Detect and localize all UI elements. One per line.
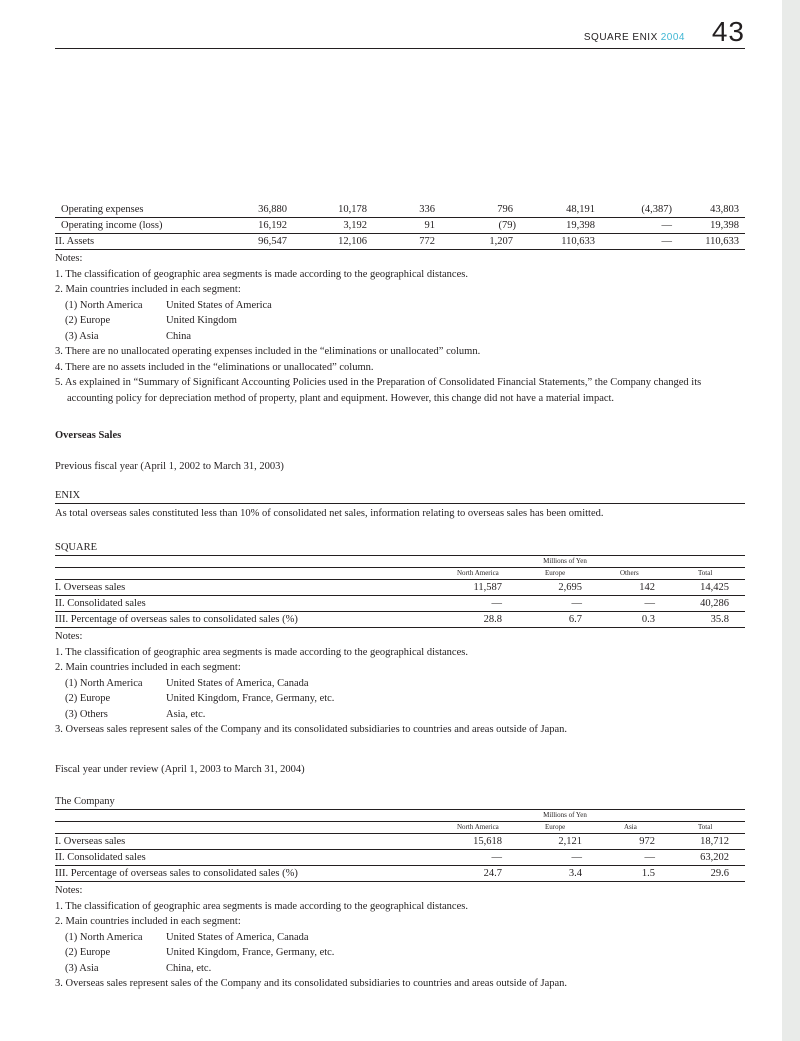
country-list: Asia, etc. [166, 708, 206, 720]
page-edge-strip [782, 0, 800, 1041]
table-row [55, 218, 745, 234]
cell: — [571, 598, 582, 609]
row-label: I. Overseas sales [55, 836, 126, 847]
country-row [55, 707, 745, 723]
country-list: United States of America, Canada [166, 931, 309, 943]
cell: 96,547 [258, 236, 287, 247]
overseas-sales-section [55, 428, 745, 521]
brand-year: 2004 [660, 32, 685, 43]
cell: 972 [639, 836, 655, 847]
cell: 15,618 [473, 836, 502, 847]
cell: 6.7 [568, 614, 582, 625]
table-row [55, 850, 745, 866]
country-list: United Kingdom [166, 315, 237, 326]
cell: 110,633 [561, 236, 595, 247]
table-row [55, 596, 745, 612]
cell: — [661, 220, 672, 231]
cell: 11,587 [473, 582, 502, 593]
cell: 1,207 [489, 236, 513, 247]
table-row [55, 834, 745, 850]
note-2: 2. Main countries included in each segment: [55, 662, 241, 673]
table-row [55, 234, 745, 250]
cell: 110,633 [705, 236, 739, 247]
column-header-row [55, 567, 745, 580]
notes-title: Notes: [55, 885, 83, 896]
column-header: Europe [545, 569, 566, 577]
column-header: Europe [545, 823, 566, 831]
segment-table [55, 202, 745, 406]
page-number: 43 [711, 16, 745, 47]
unit-row [55, 556, 745, 567]
cell: 3.4 [568, 868, 582, 879]
cell: 18,712 [700, 836, 729, 847]
cell: — [571, 852, 582, 863]
cell: 10,178 [338, 204, 367, 215]
company-table [55, 794, 745, 992]
cell: — [491, 598, 502, 609]
segment-name: (3) Others [65, 708, 108, 720]
company-label-enix: ENIX [55, 488, 745, 504]
cell: 43,803 [710, 204, 739, 215]
country-row [55, 676, 745, 692]
cell: 142 [639, 582, 655, 593]
row-label: III. Percentage of overseas sales to consolidated sales (%) [55, 614, 298, 625]
cell: 91 [424, 220, 435, 231]
unit-label: Millions of Yen [543, 557, 587, 565]
period-label: Fiscal year under review (April 1, 2003 to March 31, 2004) [55, 764, 305, 775]
cell: 2,121 [558, 836, 582, 847]
column-header: Others [620, 569, 639, 577]
segment-notes [55, 251, 745, 406]
country-row [55, 313, 745, 329]
notes-title: Notes: [55, 253, 83, 264]
square-notes [55, 629, 745, 738]
company-notes [55, 883, 745, 992]
segment-name: (3) Asia [65, 962, 99, 974]
segment-name: (2) Europe [65, 947, 111, 958]
note-3: 3. Overseas sales represent sales of the Company and its consolidated subsidiaries to countries and areas outside of Japan. [55, 724, 568, 735]
table-row [55, 202, 745, 218]
current-period [55, 762, 745, 777]
cell: 19,398 [566, 220, 595, 231]
column-header-row [55, 821, 745, 834]
cell: 35.8 [710, 614, 729, 625]
cell: 40,286 [700, 598, 729, 609]
cell: 19,398 [710, 220, 739, 231]
cell: 14,425 [700, 582, 729, 593]
section-title: Overseas Sales [55, 430, 122, 441]
segment-name: (2) Europe [65, 315, 111, 326]
cell: 796 [497, 204, 513, 215]
country-list: United States of America [166, 299, 272, 311]
country-row [55, 961, 745, 977]
page-header [55, 16, 745, 49]
column-header: Asia [624, 823, 637, 831]
row-label: III. Percentage of overseas sales to consolidated sales (%) [55, 868, 298, 879]
country-row [55, 930, 745, 946]
cell: 29.6 [710, 868, 729, 879]
notes-title: Notes: [55, 631, 83, 642]
note-2: 2. Main countries included in each segment: [55, 284, 241, 295]
country-list: China, etc. [166, 962, 212, 974]
cell: — [644, 598, 655, 609]
row-label: II. Consolidated sales [55, 852, 146, 863]
enix-note: As total overseas sales constituted less than 10% of consolidated net sales, information relating to overseas sales has been omitted. [55, 508, 604, 519]
cell: 24.7 [483, 868, 502, 879]
country-row [55, 691, 745, 707]
note-1: 1. The classification of geographic area segments is made according to the geographical distances. [55, 900, 468, 912]
note-5-continued: accounting policy for depreciation method of property, plant and equipment. However, this change did not have a material impact. [67, 392, 615, 404]
note-3: 3. There are no unallocated operating expenses included in the “eliminations or unallocated” column. [55, 346, 481, 357]
cell: 12,106 [338, 236, 367, 247]
column-header: Total [698, 823, 713, 831]
column-header: North America [457, 823, 499, 831]
cell: 772 [419, 236, 435, 247]
row-label: Operating expenses [61, 204, 144, 215]
cell: 63,202 [700, 852, 729, 863]
country-list: China [166, 330, 192, 342]
segment-name: (2) Europe [65, 693, 111, 704]
cell: — [644, 852, 655, 863]
cell: — [491, 852, 502, 863]
cell: 28.8 [483, 614, 502, 625]
cell: 2,695 [558, 582, 582, 593]
country-list: United Kingdom, France, Germany, etc. [166, 947, 335, 958]
cell: 1.5 [641, 868, 655, 879]
row-label: Operating income (loss) [61, 220, 163, 231]
segment-name: (1) North America [65, 677, 143, 689]
country-row [55, 945, 745, 961]
cell: — [661, 236, 672, 247]
segment-name: (1) North America [65, 931, 143, 943]
country-row [55, 329, 745, 345]
table-row [55, 866, 745, 882]
cell: 36,880 [258, 204, 287, 215]
note-1: 1. The classification of geographic area segments is made according to the geographical distances. [55, 268, 468, 280]
row-label: II. Assets [55, 236, 95, 247]
note-4: 4. There are no assets included in the “eliminations or unallocated” column. [55, 361, 374, 373]
brand-name: SQUARE ENIX [583, 32, 658, 43]
country-row [55, 298, 745, 314]
note-3: 3. Overseas sales represent sales of the Company and its consolidated subsidiaries to countries and areas outside of Japan. [55, 978, 568, 989]
company-label-the-company: The Company [55, 794, 745, 810]
cell: 0.3 [641, 614, 655, 625]
column-header: Total [698, 569, 713, 577]
cell: (4,387) [641, 204, 672, 215]
cell: 3,192 [343, 220, 367, 231]
square-table [55, 540, 745, 738]
row-label: II. Consolidated sales [55, 598, 146, 609]
unit-label: Millions of Yen [543, 811, 587, 819]
table-row [55, 580, 745, 596]
table-row [55, 612, 745, 628]
note-2: 2. Main countries included in each segment: [55, 916, 241, 927]
segment-name: (1) North America [65, 299, 143, 311]
column-header: North America [457, 569, 499, 577]
brand-text [584, 32, 685, 43]
cell: 48,191 [566, 204, 595, 215]
cell: 336 [419, 204, 435, 215]
row-label: I. Overseas sales [55, 582, 126, 593]
period-label: Previous fiscal year (April 1, 2002 to March 31, 2003) [55, 461, 284, 472]
cell: 16,192 [258, 220, 287, 231]
unit-row [55, 810, 745, 821]
note-5: 5. As explained in “Summary of Significant Accounting Policies used in the Preparation of Consolidated Financial Statements,” the Company changed its [55, 377, 702, 388]
segment-name: (3) Asia [65, 330, 99, 342]
country-list: United Kingdom, France, Germany, etc. [166, 693, 335, 704]
country-list: United States of America, Canada [166, 677, 309, 689]
cell: (79) [498, 220, 516, 231]
company-label-square: SQUARE [55, 540, 745, 556]
note-1: 1. The classification of geographic area segments is made according to the geographical distances. [55, 646, 468, 658]
